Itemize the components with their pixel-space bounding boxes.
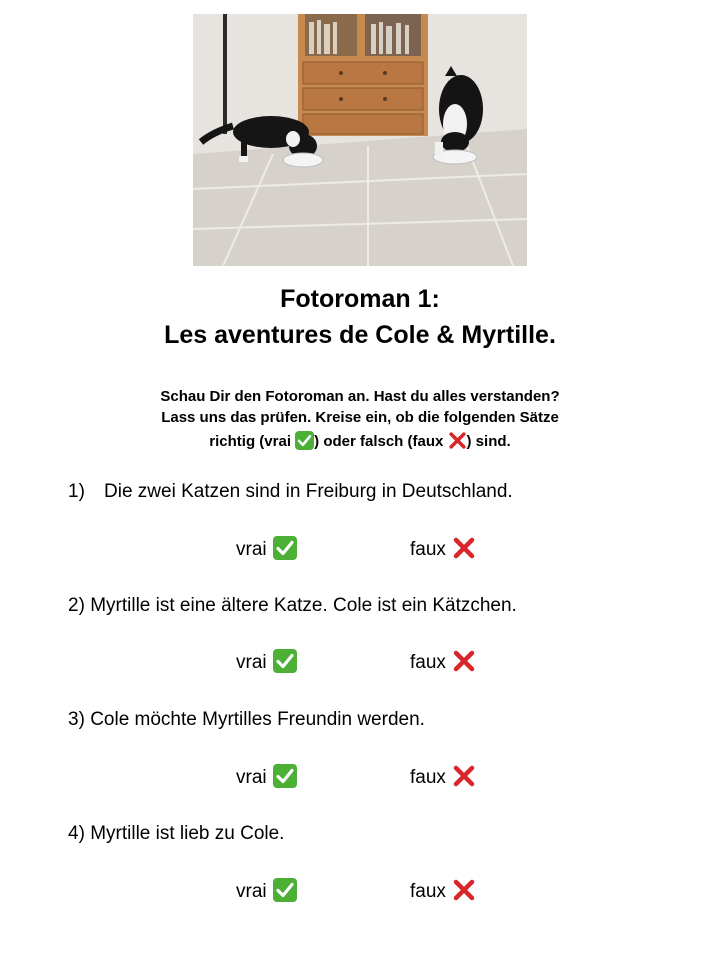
cross-mark-icon	[452, 649, 476, 673]
cross-mark-icon	[452, 764, 476, 788]
question-text: Die zwei Katzen sind in Freiburg in Deutschland.	[104, 481, 513, 502]
answer-faux-2[interactable]	[410, 649, 476, 676]
question-number: 4)	[68, 823, 85, 844]
answer-vrai-4[interactable]	[236, 878, 297, 905]
faux-label: faux	[410, 881, 446, 902]
instructions-line-2: Lass uns das prüfen. Kreise ein, ob die folgenden Sätze	[161, 409, 559, 426]
answer-faux-1[interactable]	[410, 536, 476, 563]
instructions-line-3-part-b: ) oder falsch (faux	[314, 433, 448, 450]
question-number: 2)	[68, 595, 85, 616]
check-mark-icon	[273, 649, 297, 673]
question-text: Myrtille ist lieb zu Cole.	[90, 823, 285, 844]
vrai-label: vrai	[236, 652, 267, 673]
answer-faux-3[interactable]	[410, 764, 476, 791]
vrai-label: vrai	[236, 881, 267, 902]
cross-mark-icon	[452, 536, 476, 560]
instructions-line-3	[0, 431, 720, 452]
cats-photo-illustration	[193, 14, 527, 266]
vrai-label: vrai	[236, 539, 267, 560]
question-text: Myrtille ist eine ältere Katze. Cole ist ein Kätzchen.	[90, 595, 517, 616]
instructions-line-3-part-c: ) sind.	[466, 433, 511, 450]
answer-faux-4[interactable]	[410, 878, 476, 905]
faux-label: faux	[410, 652, 446, 673]
page-title-line-1: Fotoroman 1:	[280, 285, 440, 313]
cross-mark-icon	[448, 431, 467, 450]
cats-photo	[193, 14, 527, 266]
check-mark-icon	[273, 764, 297, 788]
instructions-line-3-part-a: richtig (vrai	[209, 433, 296, 450]
answer-vrai-2[interactable]	[236, 649, 297, 676]
page-title-line-2: Les aventures de Cole & Myrtille.	[164, 321, 556, 349]
instructions-line-1: Schau Dir den Fotoroman an. Hast du alles verstanden?	[160, 388, 560, 405]
question-4	[68, 821, 284, 847]
vrai-label: vrai	[236, 767, 267, 788]
answer-vrai-1[interactable]	[236, 536, 297, 563]
answer-vrai-3[interactable]	[236, 764, 297, 791]
faux-label: faux	[410, 539, 446, 560]
check-mark-icon	[273, 536, 297, 560]
question-number: 3)	[68, 709, 85, 730]
faux-label: faux	[410, 767, 446, 788]
cross-mark-icon	[452, 878, 476, 902]
question-1	[68, 479, 513, 505]
question-number: 1)	[68, 481, 85, 502]
question-text: Cole möchte Myrtilles Freundin werden.	[90, 709, 425, 730]
question-2	[68, 593, 517, 619]
question-3	[68, 707, 425, 733]
check-mark-icon	[295, 431, 314, 450]
check-mark-icon	[273, 878, 297, 902]
